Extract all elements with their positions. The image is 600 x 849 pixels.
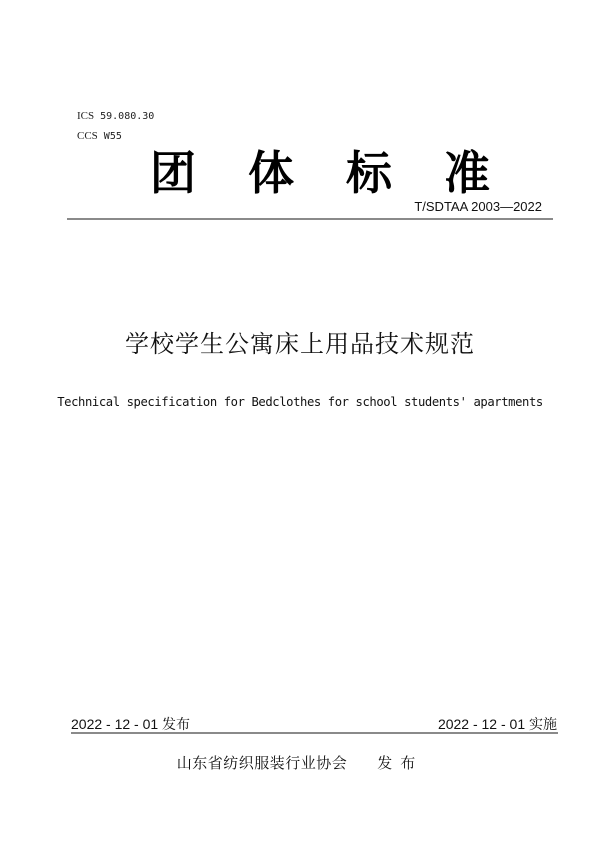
publisher-organization: 山东省纺织服装行业协会 <box>176 754 348 772</box>
ics-label: ICS <box>77 110 95 122</box>
footer-divider <box>71 732 558 734</box>
header-divider <box>67 218 553 220</box>
document-title-en: Technical specification for Bedclothes for school students' apartments <box>57 395 543 409</box>
banner-char: 标 <box>346 146 392 200</box>
ccs-classification <box>77 130 122 142</box>
ics-classification <box>77 110 154 122</box>
publish-action: 发布 <box>377 754 424 772</box>
ccs-label: CCS <box>77 130 98 142</box>
banner-char: 团 <box>150 146 196 200</box>
document-title-cn: 学校学生公寓床上用品技术规范 <box>125 330 475 358</box>
ccs-code: W55 <box>103 131 122 142</box>
issue-date: 2022 - 12 - 01 发布 <box>71 716 191 732</box>
standard-number: T/SDTAA 2003—2022 <box>414 199 542 214</box>
banner-char: 准 <box>444 146 490 200</box>
ics-code: 59.080.30 <box>100 111 155 122</box>
banner-char: 体 <box>248 146 294 200</box>
implementation-date: 2022 - 12 - 01 实施 <box>437 716 557 732</box>
standard-type-banner <box>150 140 490 200</box>
publisher-line <box>0 752 600 773</box>
